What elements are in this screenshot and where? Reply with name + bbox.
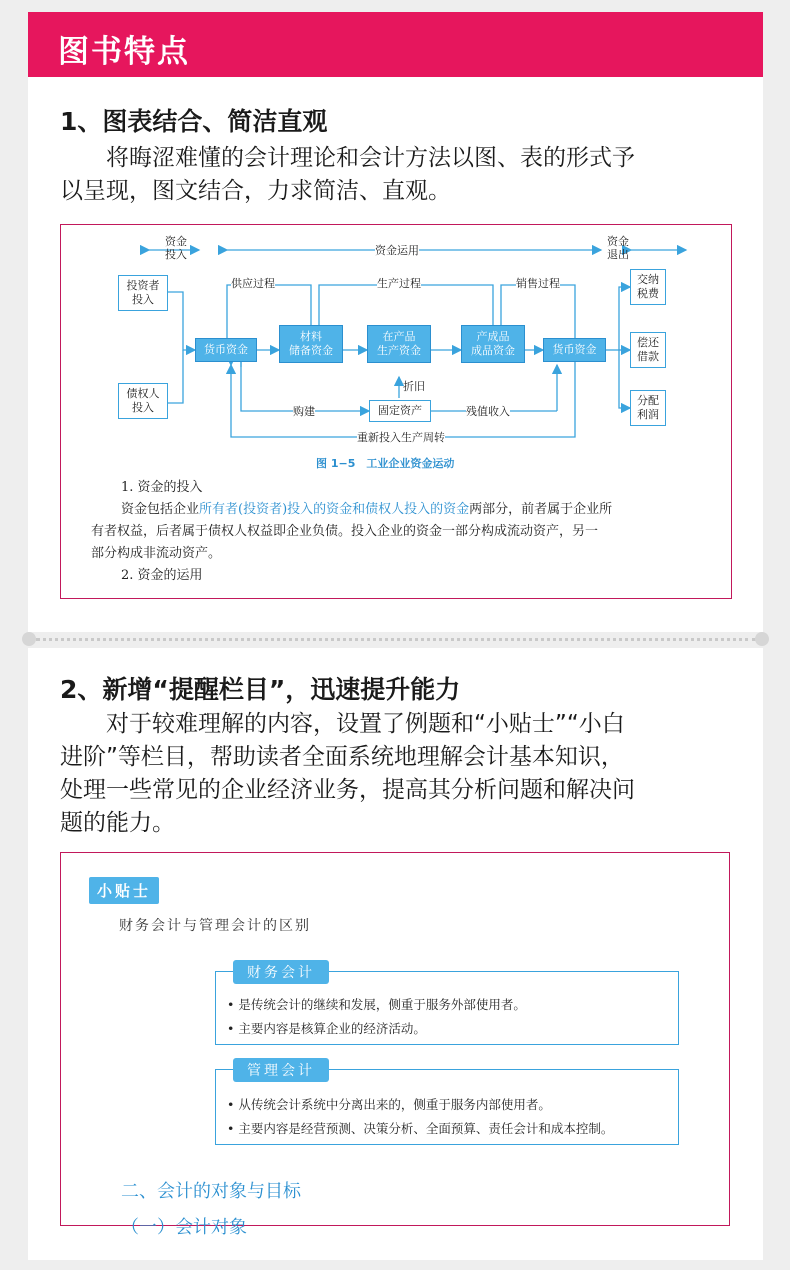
- figure-item-2: 2. 资金的运用: [121, 568, 203, 583]
- figure-text-line-2: 有者权益，后者属于债权人权益即企业负债。投入企业的资金一部分构成流动资产，另一: [91, 524, 599, 539]
- section-2-line-4: 题的能力。: [60, 810, 175, 836]
- financial-bullet-1: • 是传统会计的继续和发展，侧重于服务外部使用者。: [227, 997, 526, 1012]
- tips-frame: [60, 852, 730, 1238]
- section-1-heading: 1、图表结合、简洁直观: [60, 107, 328, 136]
- management-accounting-tab: 管理会计: [233, 1058, 329, 1082]
- node-materials: 材料 储备资金: [279, 325, 343, 363]
- feature-card-2: [28, 648, 763, 1260]
- node-fixed-assets: 固定资产: [369, 400, 431, 422]
- financial-bullet-2: • 主要内容是核算企业的经济活动。: [227, 1021, 426, 1036]
- figure-frame: [60, 224, 732, 599]
- section-2-heading: 2、新增“提醒栏目”，迅速提升能力: [60, 675, 461, 704]
- node-finished: 产成品 成品资金: [461, 325, 525, 363]
- node-profit: 分配 利润: [630, 390, 666, 426]
- label-purchase: 购建: [293, 405, 315, 418]
- tips-badge: 小贴士: [89, 877, 159, 904]
- page-title: 图书特点: [58, 34, 190, 70]
- section-2-paragraph: [60, 708, 732, 840]
- node-money-2: 货币资金: [543, 338, 606, 362]
- node-wip: 在产品 生产资金: [367, 325, 431, 363]
- subheading-partial: （一）会计对象: [121, 1217, 247, 1238]
- node-repay: 偿还 借款: [630, 332, 666, 368]
- label-residual: 残值收入: [466, 405, 510, 418]
- header-bar: [28, 12, 763, 77]
- separator-dot-left: [22, 632, 36, 646]
- text-line1-suffix: 两部分，前者属于企业所: [469, 502, 613, 517]
- label-supply: 供应过程: [231, 277, 275, 290]
- feature-card-1: [28, 12, 763, 632]
- node-money-1: 货币资金: [195, 338, 257, 362]
- text-line1-prefix: 资金包括企业: [121, 502, 200, 517]
- label-reinvest: 重新投入生产周转: [357, 431, 445, 444]
- figure-text-line-1: [121, 499, 612, 521]
- figure-caption: 图 1−5 工业企业资金运动: [316, 457, 455, 470]
- section-2-line-2: 进阶”等栏目，帮助读者全面系统地理解会计基本知识，: [60, 744, 624, 770]
- figure-item-1: 1. 资金的投入: [121, 480, 203, 495]
- section-separator: [36, 638, 756, 641]
- label-production: 生产过程: [377, 277, 421, 290]
- node-tax: 交纳 税费: [630, 269, 666, 305]
- node-investor: 投资者 投入: [118, 275, 168, 311]
- section-2-line-1: 对于较难理解的内容，设置了例题和“小贴士”“小白: [106, 711, 625, 737]
- financial-accounting-tab: 财务会计: [233, 960, 329, 984]
- tips-title: 财务会计与管理会计的区别: [119, 918, 311, 934]
- section-1-line-2: 以呈现，图文结合，力求简洁、直观。: [60, 178, 451, 204]
- label-depreciation: 折旧: [403, 380, 425, 393]
- label-fund-input: 资金 投入: [165, 235, 187, 261]
- label-sales: 销售过程: [516, 277, 560, 290]
- label-fund-use: 资金运用: [375, 244, 419, 257]
- section-1-line-1: 将晦涩难懂的会计理论和会计方法以图、表的形式予: [106, 145, 635, 171]
- label-fund-exit: 资金 退出: [607, 235, 629, 261]
- section-2-line-3: 处理一些常见的企业经济业务，提高其分析问题和解决问: [60, 777, 635, 803]
- section-heading-accounting-objects: 二、会计的对象与目标: [121, 1181, 301, 1202]
- section-1-paragraph: [60, 142, 732, 208]
- separator-dot-right: [755, 632, 769, 646]
- management-bullet-1: • 从传统会计系统中分离出来的，侧重于服务内部使用者。: [227, 1097, 551, 1112]
- management-bullet-2: • 主要内容是经营预测、决策分析、全面预算、责任会计和成本控制。: [227, 1121, 614, 1136]
- text-line1-highlight: 所有者(投资者)投入的资金和债权人投入的资金: [199, 502, 470, 517]
- figure-text-line-3: 部分构成非流动资产。: [91, 546, 222, 561]
- node-creditor: 债权人 投入: [118, 383, 168, 419]
